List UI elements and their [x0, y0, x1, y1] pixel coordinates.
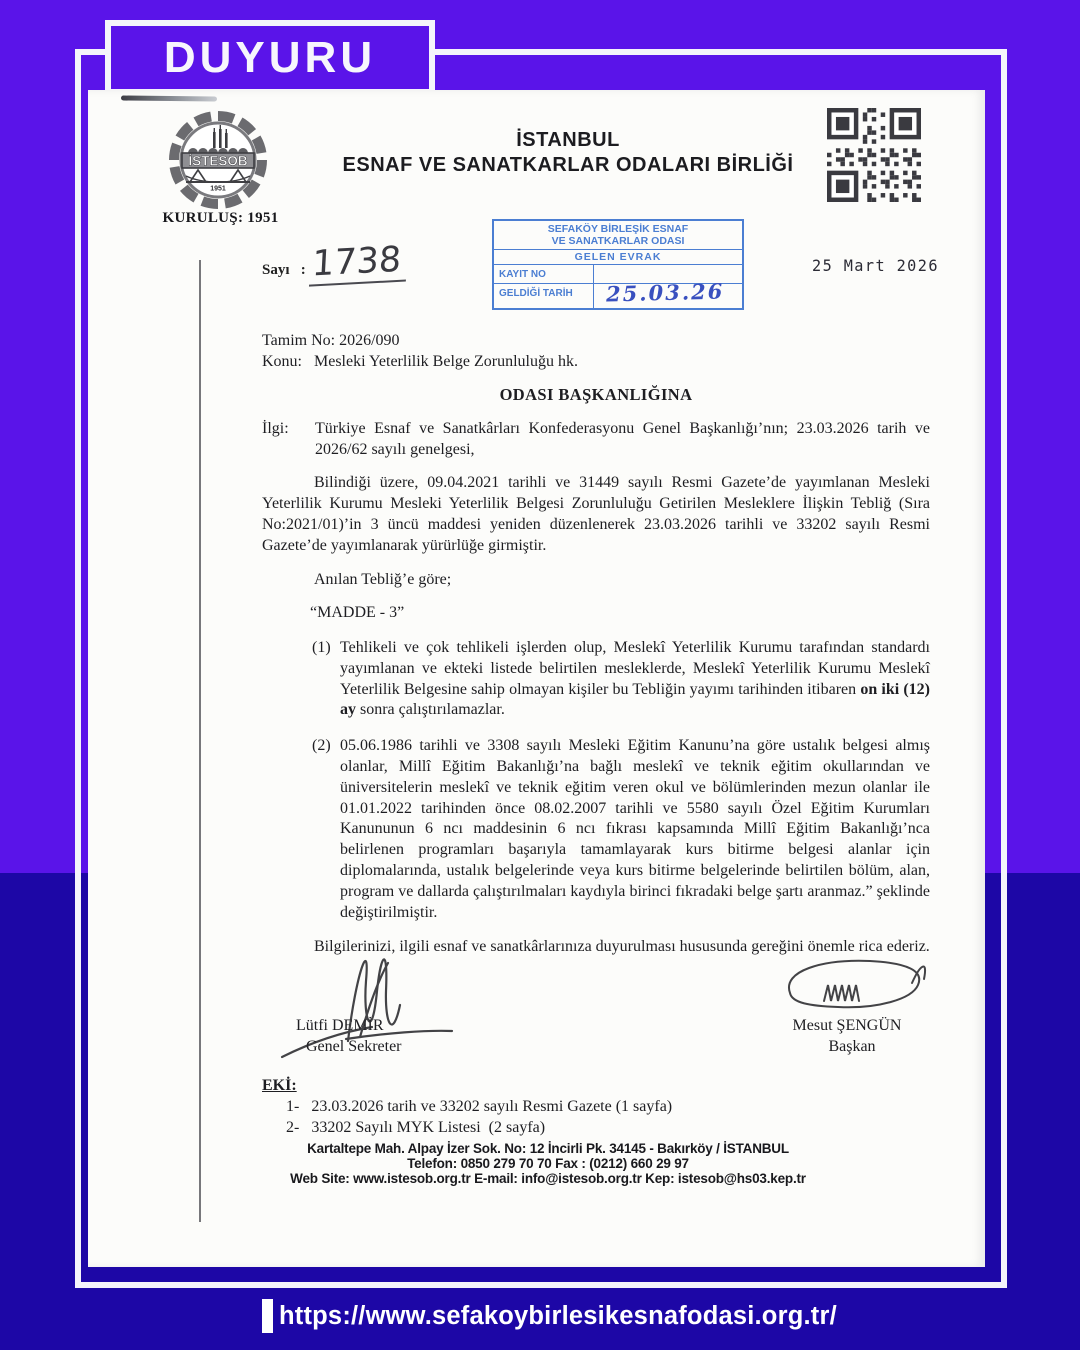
- clause-1: (1) Tehlikeli ve çok tehlikeli işlerden olup, Meslekî Yeterlilik Kurumu tarafından standardı yayımlanan ve ekteki listede belirtilen mesleklerde, Meslekî Yeterlilik Kurumu Meslekî Yeterlilik Belgesine sahip olmayan kişiler bu Tebliğin yayımı tarihinden itibaren on iki (12) ay sonra çalıştırılamazlar.: [312, 639, 931, 719]
- url-accent-bar: [262, 1299, 273, 1333]
- handwritten-date: 25.03.26: [605, 278, 725, 307]
- signature-block: [262, 959, 930, 1061]
- stamp-row-kayit: KAYIT NO: [494, 265, 742, 284]
- stamp-org: SEFAKÖY BİRLEŞİK ESNAF VE SANATKARLAR ODASI: [494, 221, 742, 250]
- paragraph-2: Anılan Tebliğ’e göre;: [314, 571, 452, 588]
- signature-scribble-right: [762, 953, 942, 1023]
- secretary-title: Genel Sekreter: [306, 1038, 402, 1056]
- attachments-label: EKİ:: [262, 1077, 297, 1095]
- footer-phone: Telefon: 0850 279 70 70 Fax : (0212) 660 29 97: [407, 1156, 689, 1171]
- website-url[interactable]: https://www.sefakoybirlesikesnafodasi.org.tr/: [279, 1301, 837, 1330]
- banner-title: DUYURU: [163, 32, 377, 82]
- letterhead-org: ESNAF VE SANATKARLAR ODALARI BİRLİĞİ: [342, 154, 794, 176]
- announcement-banner: [105, 20, 435, 95]
- paragraph-3: “MADDE - 3”: [310, 604, 405, 621]
- paragraph-1: Bilindiği üzere, 09.04.2021 tarihli ve 31449 sayılı Resmi Gazete’de yayımlanan Mesleki Yeterlilik Kurumu Mesleki Yeterlilik Belgesi Zorunluluğu Getirilen Mesleklere İlişkin Tebliğ (Sıra No:2021/01)’in 3 üncü maddesi yeniden düzenlenerek 23.03.2026 tarihli ve 33202 sayılı Resmi Gazete’de yayımlanarak yürürlüğe girmiştir.: [262, 474, 930, 554]
- letterhead-city: İSTANBUL: [516, 129, 620, 151]
- attachments: [262, 1075, 930, 1138]
- logo-year: 1951: [210, 185, 226, 193]
- subject-line: Konu: Mesleki Yeterlilik Belge Zorunluluğu hk.: [262, 353, 578, 370]
- date-stamp: 25 Mart 2026: [812, 256, 939, 275]
- istesob-logo: [168, 110, 268, 210]
- attachment-item: 1- 23.03.2026 tarih ve 33202 sayılı Resmi Gazete (1 sayfa): [286, 1098, 673, 1116]
- reference-line: İlgi: Türkiye Esnaf ve Sanatkârları Konfederasyonu Genel Başkanlığı’nın; 23.03.2026 tarih ve 2026/62 sayılı genelgesi,: [262, 420, 930, 458]
- incoming-document-stamp: [492, 219, 744, 310]
- document-scan: [88, 90, 985, 1267]
- president-name: Mesut ŞENGÜN: [792, 1017, 902, 1035]
- signature-scribble-left: [276, 929, 476, 1059]
- attachment-item: 2- 33202 Sayılı MYK Listesi (2 sayfa): [286, 1119, 546, 1137]
- letterhead-footer: [118, 1141, 978, 1186]
- document-number-label: Sayı :: [262, 262, 306, 278]
- tamim-number: Tamim No: 2026/090: [262, 332, 400, 349]
- scan-artifact: [121, 95, 217, 101]
- logo-text: İSTESOB: [188, 153, 248, 169]
- paper-fold-line: [199, 260, 201, 1222]
- qr-code: [826, 108, 922, 202]
- closing-paragraph: Bilgilerinizi, ilgili esnaf ve sanatkârlarınıza duyurulması hususunda gereğini önemle rica ederiz.: [314, 938, 930, 956]
- signature-right: [762, 1015, 932, 1057]
- signature-left: [296, 1015, 476, 1057]
- clause-2: (2) 05.06.1986 tarihli ve 3308 sayılı Mesleki Eğitim Kanunu’na göre ustalık belgesi almış olanlar, Millî Eğitim Bakanlığı’na bağlı meslekî ve teknik eğitim okullarından ve üniversitelerin meslekî ve teknik eğitim veren okul ve bölümlerinden mezun olanlar ile 01.01.2022 tarihinden önce 08.02.2007 tarihli ve 5580 sayılı Özel Eğitim Kurumları Kanununun 6 ncı maddesinin 6 ncı fıkrası kapsamında Millî Eğitim Bakanlığı’nca belirlenen programları başarıyla tamamlayarak kurs bitirme belgesi alanlar için diplomalarında, ustalık belgelerinde veya kurs bitirme belgelerinde belirtilen bölüm, alan, program ve dallarda çalıştırılmaları kaydıyla birinci fıkradaki belge şartı aranmaz.” şeklinde değiştirilmiştir.: [312, 737, 930, 921]
- letter-body: [262, 330, 930, 1138]
- footer-address: Kartaltepe Mah. Alpay İzer Sok. No: 12 İncirli Pk. 34145 - Bakırköy / İSTANBUL: [307, 1141, 789, 1156]
- document-number-handwritten: 1738: [309, 239, 408, 286]
- stamp-row-tarih: GELDİĞİ TARİH 25.03.26: [494, 284, 742, 308]
- secretary-name: Lütfi DEMİR: [296, 1017, 384, 1035]
- salutation: ODASI BAŞKANLIĞINA: [499, 385, 693, 404]
- stamp-section: GELEN EVRAK: [494, 250, 742, 265]
- website-bar: [0, 1292, 1080, 1340]
- footer-web: Web Site: www.istesob.org.tr E-mail: info@istesob.org.tr Kep: istesob@hs03.kep.tr: [290, 1171, 806, 1186]
- president-title: Başkan: [828, 1038, 876, 1056]
- founding-year: KURULUŞ: 1951: [162, 210, 279, 226]
- letterhead-title: [288, 128, 848, 178]
